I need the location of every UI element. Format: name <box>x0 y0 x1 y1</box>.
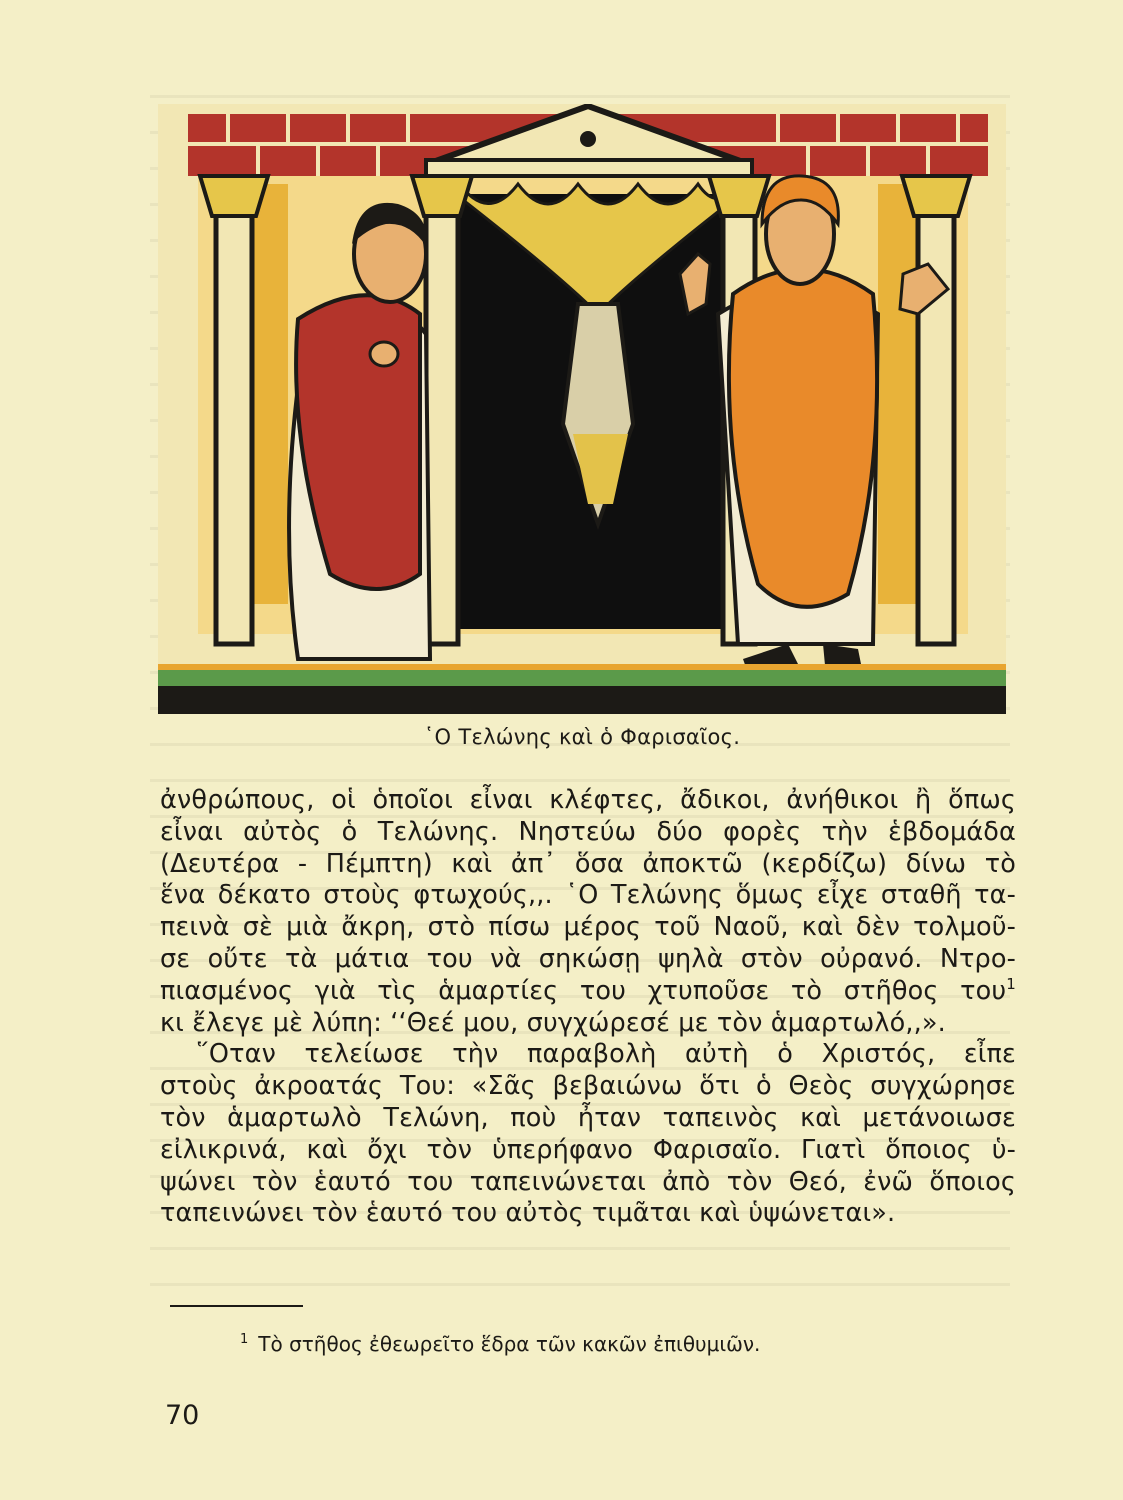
text-line: εἰλικρινά, καὶ ὄχι τὸν ὑπερήφανο Φαρισαῖο. Γιατὶ ὅποιος ὑ- <box>160 1134 1016 1165</box>
text-line: εἶναι αὐτὸς ὁ Τελώνης. Νηστεύω δύο φορὲς τὴν ἑβδομάδα <box>160 816 1016 847</box>
page-number: 70 <box>165 1400 200 1431</box>
text-line-content: πιασμένος γιὰ τὶς ἁμαρτίες του χτυποῦσε τὸ στῆθος του <box>160 975 1007 1006</box>
text-line: ἀνθρώπους, οἱ ὁποῖοι εἶναι κλέφτες, ἄδικοι, ἀνήθικοι ἢ ὅπως <box>160 785 1016 815</box>
text-line: πεινὰ σὲ μιὰ ἄκρη, στὸ πίσω μέρος τοῦ Ναοῦ, καὶ δὲν τολμοῦ- <box>160 912 1016 943</box>
text-line: ψώνει τὸν ἑαυτό του ταπεινώνεται ἀπὸ τὸν Θεό, ἐνῶ ὅποιος <box>160 1166 1016 1197</box>
body-paragraphs <box>160 785 1016 1230</box>
text-line: ταπεινώνει τὸν ἑαυτό του αὐτὸς τιμᾶται καὶ ὑψώνεται». <box>160 1198 896 1229</box>
text-line: ἕνα δέκατο στοὺς φτωχούς,,. ῾Ο Τελώνης ὅμως εἶχε σταθῆ τα- <box>160 880 1016 911</box>
woodcut-illustration <box>158 104 1006 714</box>
text-line: σε οὔτε τὰ μάτια του νὰ σηκώσῃ ψηλὰ στὸν οὐρανό. Ντρο- <box>160 943 1016 974</box>
text-line: τὸν ἁμαρτωλὸ Τελώνη, ποὺ ἦταν ταπεινὸς καὶ μετάνοιωσε <box>160 1102 1016 1133</box>
text-line: στοὺς ἀκροατάς Του: «Σᾶς βεβαιώνω ὅτι ὁ Θεὸς συγχώρησε <box>160 1071 1016 1102</box>
tax-collector-and-pharisee-image <box>158 104 1006 714</box>
footnote-marker: 1 <box>240 1332 249 1347</box>
footnote-reference: 1 <box>1006 974 1016 993</box>
text-line-with-footnote <box>160 976 1016 1008</box>
text-line: κι ἔλεγε μὲ λύπη: ‘‘Θεέ μου, συγχώρεσέ με τὸν ἁμαρτωλό,,». <box>160 1007 946 1038</box>
footnote <box>240 1332 760 1356</box>
text-line: (Δευτέρα - Πέμπτη) καὶ ἀπ᾿ ὅσα ἀποκτῶ (κερδίζω) δίνω τὸ <box>160 848 1016 879</box>
text-line-paragraph-start: ῞Οταν τελείωσε τὴν παραβολὴ αὐτὴ ὁ Χριστός, εἶπε <box>196 1039 1016 1070</box>
footnote-divider <box>170 1305 303 1307</box>
footnote-text: Τὸ στῆθος ἐθεωρεῖτο ἕδρα τῶν κακῶν ἐπιθυμιῶν. <box>258 1332 761 1356</box>
figure-caption: ῾Ο Τελώνης καὶ ὁ Φαρισαῖος. <box>423 725 741 749</box>
